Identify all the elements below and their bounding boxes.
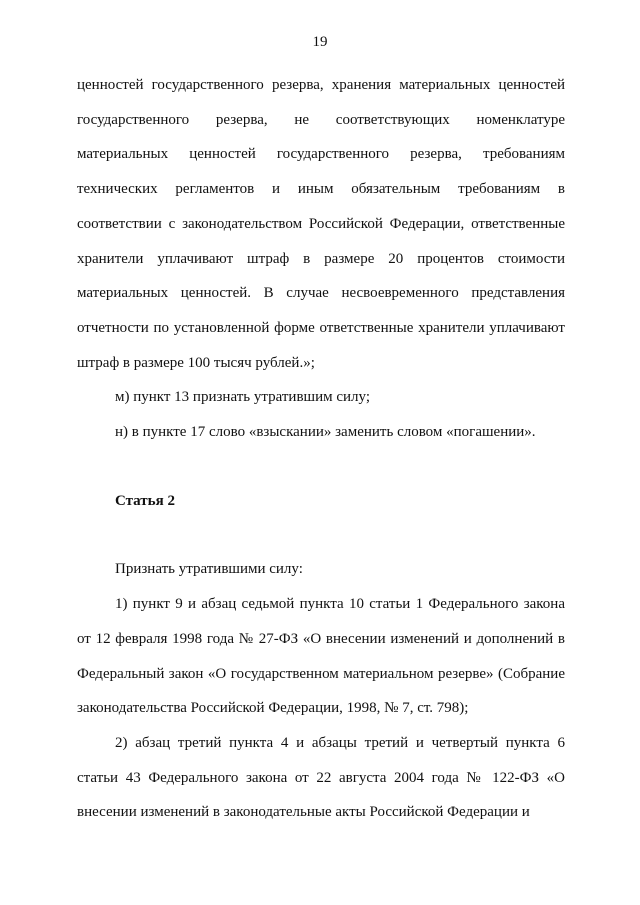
section-spacer: [77, 450, 565, 484]
list-item-n: н) в пункте 17 слово «взыскании» заменить словом «погашении».: [115, 424, 536, 441]
article-intro: Признать утратившими силу:: [115, 561, 303, 578]
article-title: Статья 2: [115, 492, 175, 509]
section-spacer: [77, 518, 565, 552]
paragraph-continuation: ценностей государственного резерва, хранения материальных ценностей государственного резерва, не соответствующих номенклатуре материальных ценностей государственного резерва, требованиям технических регламентов и иным обязательным требованиям в соответствии с законодательством Российской Федерации, ответственные хранители уплачивают штраф в размере 20 процентов стоимости материальных ценностей. В случае несвоевременного представления отчетности по установленной форме ответственные хранители уплачивают штраф в размере 100 тысяч рублей.»;: [77, 77, 565, 371]
document-body: [77, 68, 565, 830]
list-item-m: м) пункт 13 признать утратившим силу;: [115, 389, 370, 406]
list-item-2: 2) абзац третий пункта 4 и абзацы третий и четвертый пункта 6 статьи 43 Федерального закона от 22 августа 2004 года № 122-ФЗ «О внесении изменений в законодательные акты Российской Федерации и: [77, 734, 565, 821]
page-number: 19: [312, 34, 328, 50]
list-item-1: 1) пункт 9 и абзац седьмой пункта 10 статьи 1 Федерального закона от 12 февраля 1998 года № 27-ФЗ «О внесении изменений и дополнений в Федеральный закон «О государственном материальном резерве» (Собрание законодательства Российской Федерации, 1998, № 7, ст. 798);: [77, 596, 565, 717]
